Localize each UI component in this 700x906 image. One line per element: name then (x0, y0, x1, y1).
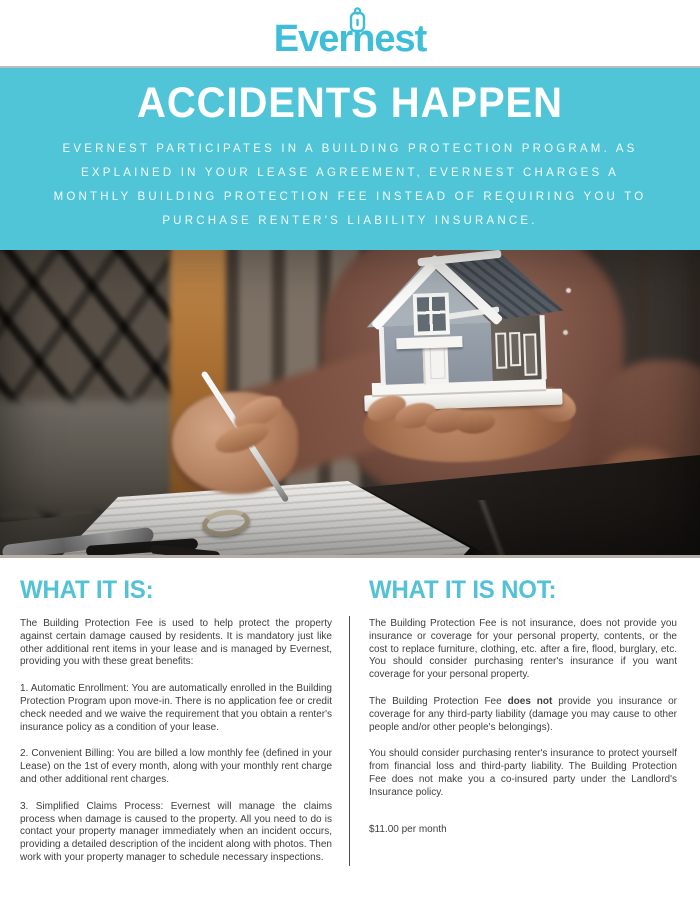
paragraph: You should consider purchasing renter's insurance to protect yourself from financial loss and third-party liability. The Building Protection Fee does not make you a co-insured party under the Landlord's Insurance policy. (369, 748, 677, 798)
model-house (351, 250, 573, 471)
paragraph-bold-text: does not (507, 695, 553, 707)
hero-subtitle-line: MONTHLY BUILDING PROTECTION FEE INSTEAD OF REQUIRING YOU TO (53, 191, 647, 203)
paragraph (369, 696, 677, 734)
what-it-is-not-column (369, 576, 677, 879)
hero-subtitle-line: PURCHASE RENTER'S LIABILITY INSURANCE. (162, 215, 538, 227)
hero-photo (0, 250, 700, 558)
brand-name: Evernest (273, 18, 427, 60)
house-window-ledge (396, 336, 462, 349)
house-front-door (422, 343, 448, 385)
column-divider (349, 616, 350, 866)
logo-header (0, 0, 700, 66)
what-it-is-heading: WHAT IT IS: (20, 576, 154, 604)
paragraph-text: provide you insurance or coverage for any third-party liability (damage you may cause to other people and/or other people's belongings). (369, 695, 677, 733)
hero-subtitle (0, 137, 700, 233)
hero-banner (0, 68, 700, 250)
what-it-is-column (20, 576, 332, 879)
photo-bottom-edge (0, 555, 700, 558)
key-icon (348, 2, 367, 40)
monthly-fee: $11.00 per month (369, 823, 447, 835)
paragraph: 1. Automatic Enrollment: You are automatically enrolled in the Building Protection Program upon move-in. There is no application fee or credit check needed and we waive the requirement that you obtain a renter's insurance policy as a condition of your lease. (20, 683, 332, 733)
what-it-is-not-heading: WHAT IT IS NOT: (369, 576, 557, 604)
house-side-window (509, 332, 521, 366)
hero-subtitle-line: EVERNEST PARTICIPATES IN A BUILDING PROTECTION PROGRAM. AS (62, 143, 638, 155)
paragraph: The Building Protection Fee is used to help protect the property against certain damage caused by residents. It is mandatory just like other additional rent items in your lease and is managed by Evernest, providing you with these great benefits: (20, 618, 332, 668)
house-gable-window (413, 292, 450, 335)
paragraph: 2. Convenient Billing: You are billed a low monthly fee (defined in your Lease) on the 1st of every month, along with your monthly rent charge and other additional rent charges. (20, 748, 332, 785)
paragraph: 3. Simplified Claims Process: Evernest will manage the claims process when damage is caused to the property. All you need to do is contact your property manager immediately when an incident occurs, providing a detailed description of the incident along with photos. Then work with your property manager to schedule necessary inspections. (20, 800, 332, 863)
house-side-door (523, 333, 537, 375)
paragraph-text: The Building Protection Fee (369, 695, 508, 707)
info-columns (0, 558, 700, 879)
house-side-window (495, 332, 507, 368)
page-title: ACCIDENTS HAPPEN (137, 79, 563, 127)
evernest-logo (274, 20, 427, 66)
paragraph: The Building Protection Fee is not insurance, does not provide you insurance or coverage for your personal property, contents, or the cost to replace furniture, clothing, etc. after a fire, flood, burglary, etc. You should consider purchasing renter's insurance if you want coverage for your personal property. (369, 618, 677, 681)
hero-subtitle-line: EXPLAINED IN YOUR LEASE AGREEMENT, EVERNEST CHARGES A (81, 167, 619, 179)
